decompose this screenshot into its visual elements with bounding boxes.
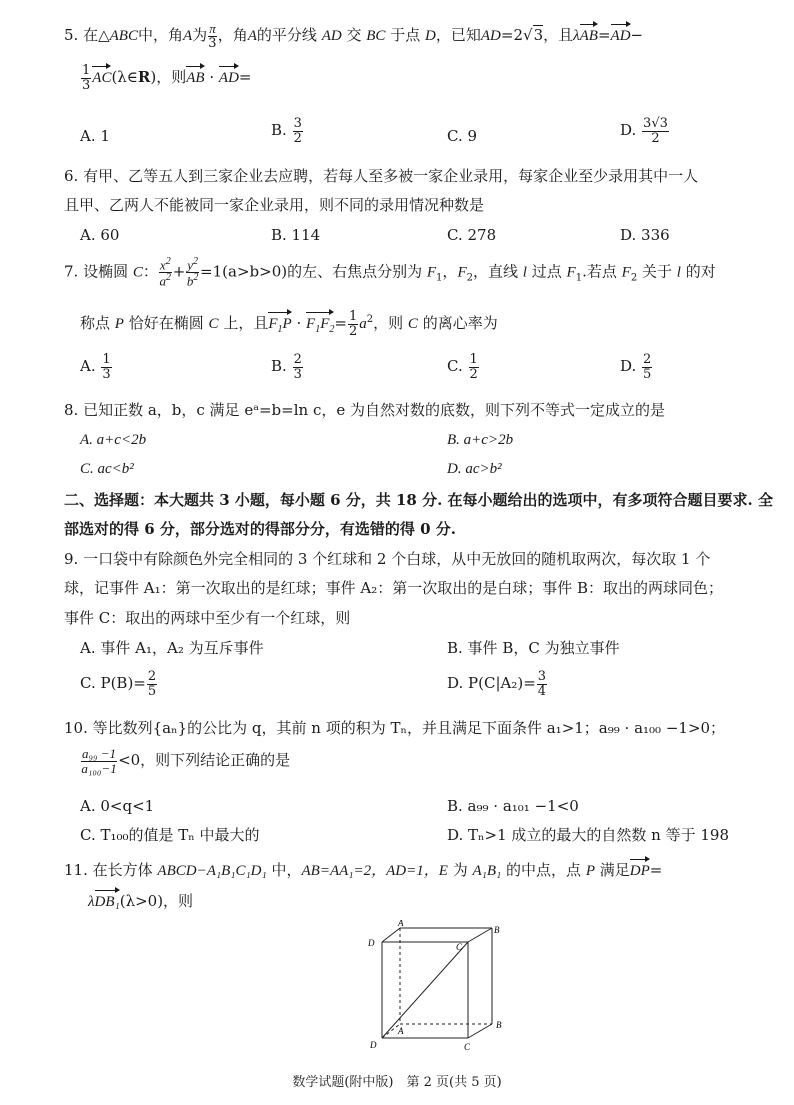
q8-line1: 8. 已知正数 a，b，c 满足 eᵃ=b=ln c，e 为自然对数的底数，则下列不等式一定成立的是 <box>64 401 666 419</box>
label-b1: B <box>494 925 500 935</box>
q9-line1: 9. 一口袋中有除颜色外完全相同的 3 个红球和 2 个白球，从中无放回的随机取两次，每次取 1 个 <box>64 550 711 568</box>
q5-option-d: D. $\frac{3√3}{2}$ <box>620 116 668 146</box>
q8-option-d: D. ac>b² <box>447 461 502 477</box>
q7-option-b: B. $\frac{2}{3}$ <box>271 352 302 382</box>
q7-option-c: C. $\frac{1}{2}$ <box>447 352 478 382</box>
q8-option-b: B. a+c>2b <box>447 432 514 448</box>
q10-option-a: A. 0<q<1 <box>80 797 155 815</box>
q5-line1: 5. 在△ABC中，角A为 $\frac{\pi}{3}$ ，角A的平分线 AD 交 BC 于点 D，已知AD=2√3，且λAB=AD− <box>64 21 644 51</box>
label-c: C <box>464 1042 471 1052</box>
q6-option-b: B. 114 <box>271 226 321 244</box>
q7-option-a: A. $\frac{1}{3}$ <box>80 352 111 382</box>
q6-line2: 且甲、乙两人不能被同一家企业录用，则不同的录用情况种数是 <box>64 196 485 214</box>
q9-option-c: C. P(B)= $\frac{2}{5}$ <box>80 669 157 699</box>
q5-line2: $\frac{1}{3}$ AC(λ∈R)，则AB · AD= <box>82 63 252 93</box>
cuboid-figure <box>360 920 530 1065</box>
q11-line2: λDB₁(λ>0)，则 <box>88 892 194 910</box>
q5-option-b: B. $\frac{3}{2}$ <box>271 116 302 146</box>
q7-line1: 7. 设椭圆 C： $\frac{x^2}{a^2}$ + $\frac{y^2}{b^2}$ =1(a>b>0)的左、右焦点分别为 $F_1$，$F_2$，直线 l 过点 $F_1$.若点 $F_2$ 关于 l 的对 <box>64 256 716 289</box>
q10-line1: 10. 等比数列{aₙ}的公比为 q，其前 n 项的积为 Tₙ，并且满足下面条件 a₁>1；a₉₉ · a₁₀₀ −1>0； <box>64 719 726 737</box>
q8-option-c: C. ac<b² <box>80 461 134 477</box>
q8-option-a: A. a+c<2b <box>80 432 147 448</box>
section2-heading-line2: 部选对的得 6 分，部分选对的得部分分，有选错的得 0 分. <box>64 520 456 538</box>
q6-option-a: A. 60 <box>80 226 120 244</box>
q7-line2: 称点 P 恰好在椭圆 C 上，且$F_1P \cdot F_1F_2=$ $\frac{1}{2}$ $a^2$，则 C 的离心率为 <box>80 309 498 339</box>
q9-line2: 球，记事件 A₁：第一次取出的是红球；事件 A₂：第一次取出的是白球；事件 B：取出的两球同色； <box>64 579 724 597</box>
q11-line1: 11. 在长方体 ABCD−A₁B₁C₁D₁ 中，AB=AA₁=2，AD=1，E 为 A₁B₁ 的中点，点 P 满足DP= <box>64 861 663 879</box>
label-c1: C <box>456 942 463 952</box>
q10-option-c: C. T₁₀₀的值是 Tₙ 中最大的 <box>80 826 260 844</box>
q6-option-c: C. 278 <box>447 226 497 244</box>
label-a1: A <box>398 920 404 928</box>
section2-heading-line1: 二、选择题：本大题共 3 小题，每小题 6 分，共 18 分. 在每小题给出的选项中，有多项符合题目要求. 全 <box>64 491 773 509</box>
label-d1: D <box>368 938 375 948</box>
label-d: D <box>370 1040 377 1050</box>
q9-option-a: A. 事件 A₁，A₂ 为互斥事件 <box>80 639 264 657</box>
q6-option-d: D. 336 <box>620 226 670 244</box>
q9-option-b: B. 事件 B，C 为独立事件 <box>447 639 620 657</box>
label-b: B <box>496 1020 502 1030</box>
q9-line3: 事件 C：取出的两球中至少有一个红球，则 <box>64 609 351 627</box>
label-a: A <box>398 1026 404 1036</box>
q7-option-d: D. $\frac{2}{5}$ <box>620 352 652 382</box>
page-footer: 数学试题(附中版) 第 2 页(共 5 页) <box>292 1075 502 1090</box>
q5-option-c: C. 9 <box>447 127 478 145</box>
q6-line1: 6. 有甲、乙等五人到三家企业去应聘，若每人至多被一家企业录用，每家企业至少录用其中一人 <box>64 167 699 185</box>
q10-option-d: D. Tₙ>1 成立的最大的自然数 n 等于 198 <box>447 826 729 844</box>
q10-option-b: B. a₉₉ · a₁₀₁ −1<0 <box>447 797 579 815</box>
q10-line2: $\frac{\text{a₉₉ −1}}{\text{a₁₀₀−1}}$ <0，则下列结论正确的是 <box>81 746 291 776</box>
q9-option-d: D. P(C|A₂)= $\frac{3}{4}$ <box>447 669 547 699</box>
q5-option-a: A. 1 <box>80 127 110 145</box>
